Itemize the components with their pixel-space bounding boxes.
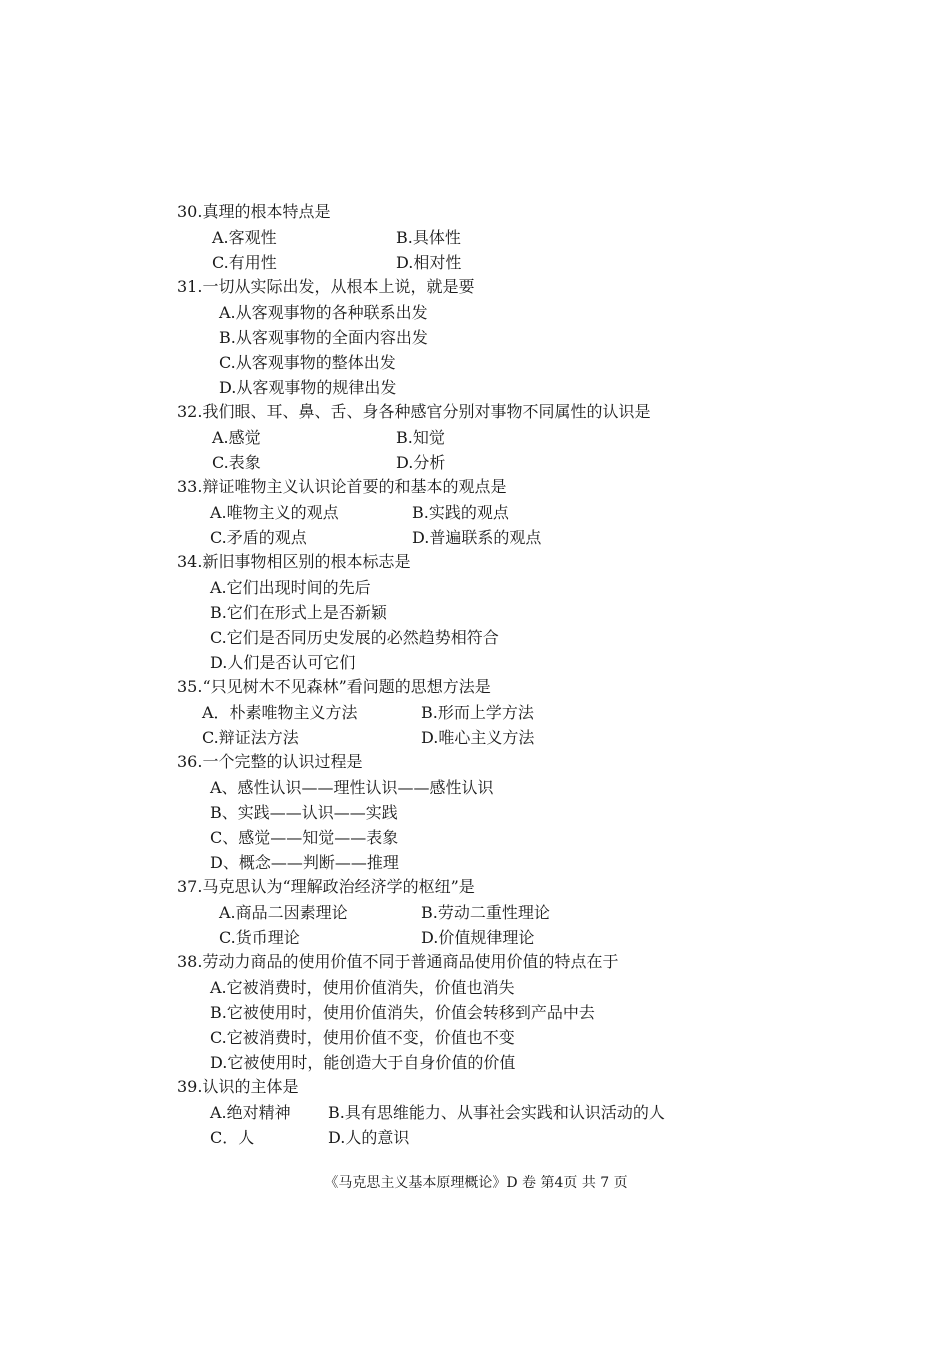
question-stem: 33.辩证唯物主义认识论首要的和基本的观点是 (177, 477, 507, 496)
question-stem: 34.新旧事物相区别的根本标志是 (177, 552, 411, 571)
option-b: B.具有思维能力、从事社会实践和认识活动的人 (328, 1103, 665, 1122)
option-c: C.矛盾的观点 (210, 528, 307, 547)
option-c: C.从客观事物的整体出发 (219, 353, 396, 372)
option-a: A.商品二因素理论 (219, 903, 348, 922)
option-a: A.感觉 (212, 428, 261, 447)
option-b: B.劳动二重性理论 (421, 903, 550, 922)
option-d: D.相对性 (396, 253, 462, 272)
option-b: B.知觉 (396, 428, 445, 447)
option-c: C．人 (210, 1128, 255, 1147)
option-d: D.唯心主义方法 (421, 728, 535, 747)
question-stem: 35.“只见树木不见森林”看问题的思想方法是 (177, 677, 491, 696)
option-a: A.它被消费时，使用价值消失，价值也消失 (210, 978, 515, 997)
question-stem: 39.认识的主体是 (177, 1077, 299, 1096)
option-b: B.它们在形式上是否新颖 (210, 603, 387, 622)
option-b: B、实践——认识——实践 (210, 803, 398, 822)
question-stem: 37.马克思认为“理解政治经济学的枢纽”是 (177, 877, 475, 896)
option-a: A.绝对精神 (210, 1103, 291, 1122)
option-c: C.它被消费时，使用价值不变，价值也不变 (210, 1028, 515, 1047)
option-b: B.从客观事物的全面内容出发 (219, 328, 428, 347)
option-b: B.它被使用时，使用价值消失，价值会转移到产品中去 (210, 1003, 595, 1022)
option-b: B.实践的观点 (412, 503, 509, 522)
option-c: C.它们是否同历史发展的必然趋势相符合 (210, 628, 499, 647)
question-stem: 31.一切从实际出发，从根本上说，就是要 (177, 277, 475, 296)
page-footer: 《马克思主义基本原理概论》D 卷 第4页 共 7 页 (324, 1175, 628, 1191)
option-d: D.人的意识 (328, 1128, 410, 1147)
option-a: A、感性认识——理性认识——感性认识 (210, 778, 494, 797)
question-stem: 32.我们眼、耳、鼻、舌、身各种感官分别对事物不同属性的认识是 (177, 402, 651, 421)
option-c: C、感觉——知觉——表象 (210, 828, 399, 847)
option-c: C.辩证法方法 (202, 728, 299, 747)
option-a: A.唯物主义的观点 (210, 503, 339, 522)
question-stem: 38.劳动力商品的使用价值不同于普通商品使用价值的特点在于 (177, 952, 619, 971)
option-a: A.客观性 (212, 228, 277, 247)
option-d: D.普遍联系的观点 (412, 528, 542, 547)
option-b: B.具体性 (396, 228, 461, 247)
option-d: D、概念——判断——推理 (210, 853, 399, 872)
option-d: D.从客观事物的规律出发 (219, 378, 397, 397)
option-a: A．朴素唯物主义方法 (202, 703, 358, 722)
option-c: C.有用性 (212, 253, 277, 272)
option-d: D.分析 (396, 453, 446, 472)
option-b: B.形而上学方法 (421, 703, 534, 722)
option-d: D.它被使用时，能创造大于自身价值的价值 (210, 1053, 516, 1072)
option-c: C.表象 (212, 453, 261, 472)
option-a: A.它们出现时间的先后 (210, 578, 371, 597)
option-d: D.人们是否认可它们 (210, 653, 356, 672)
option-c: C.货币理论 (219, 928, 300, 947)
option-d: D.价值规律理论 (421, 928, 535, 947)
question-stem: 30.真理的根本特点是 (177, 202, 331, 221)
option-a: A.从客观事物的各种联系出发 (219, 303, 428, 322)
question-stem: 36.一个完整的认识过程是 (177, 752, 363, 771)
